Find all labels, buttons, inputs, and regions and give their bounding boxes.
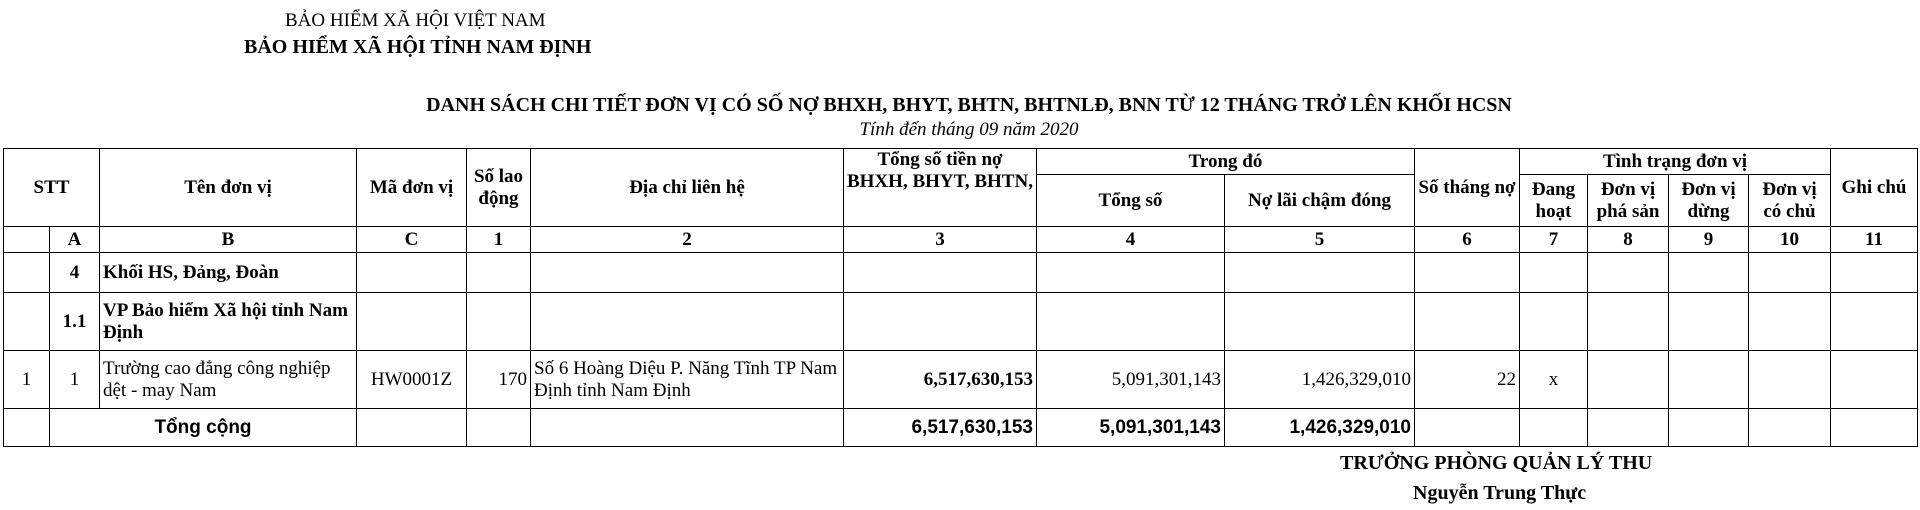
group-number: 1.1: [50, 293, 100, 351]
index-cell: C: [357, 227, 467, 253]
header-tong-so: Tổng số: [1037, 175, 1225, 227]
group-name: VP Bảo hiểm Xã hội tỉnh Nam Định: [100, 293, 357, 351]
index-cell: 10: [1749, 227, 1831, 253]
row-active-mark: x: [1520, 351, 1588, 409]
totals-total-debt: 6,517,630,153: [844, 409, 1037, 447]
header-trong-do: Trong đó: [1037, 149, 1415, 175]
header-tong-so-tien-no: Tổng số tiền nợ BHXH, BHYT, BHTN,: [844, 149, 1037, 227]
totals-total: 5,091,301,143: [1037, 409, 1225, 447]
index-cell: 11: [1831, 227, 1918, 253]
header-dia-chi: Địa chỉ liên hệ: [531, 149, 844, 227]
header-ma-don-vi: Mã đơn vị: [357, 149, 467, 227]
header-so-thang-no: Số tháng nợ: [1415, 149, 1520, 227]
header-so-lao-dong: Số lao động: [467, 149, 531, 227]
index-cell-blank: [4, 227, 50, 253]
index-cell: 9: [1669, 227, 1749, 253]
row-total-debt: 6,517,630,153: [844, 351, 1037, 409]
header-row-1: [4, 149, 1918, 175]
header-co-chu: Đơn vị có chủ: [1749, 175, 1831, 227]
row-unit-name: Trường cao đẳng công nghiệp dệt - may Nam: [100, 351, 357, 409]
header-dung: Đơn vị dừng: [1669, 175, 1749, 227]
signature-name: Nguyễn Trung Thực: [1413, 482, 1587, 504]
row-unit-code: HW0001Z: [357, 351, 467, 409]
header-pha-san: Đơn vị phá sản: [1588, 175, 1669, 227]
org-line-2: BẢO HIỂM XÃ HỘI TỈNH NAM ĐỊNH: [244, 36, 592, 58]
row-total: 5,091,301,143: [1037, 351, 1225, 409]
index-cell: B: [100, 227, 357, 253]
row-address: Số 6 Hoàng Diệu P. Năng Tĩnh TP Nam Định tỉnh Nam Định: [531, 351, 844, 409]
index-cell: 2: [531, 227, 844, 253]
group-number: 4: [50, 253, 100, 293]
group-name: Khối HS, Đảng, Đoàn: [100, 253, 357, 293]
document-title: DANH SÁCH CHI TIẾT ĐƠN VỊ CÓ SỐ NỢ BHXH, BHYT, BHTN, BHTNLĐ, BNN TỪ 12 THÁNG TRỞ LÊN KHỐI HCSN: [426, 94, 1512, 116]
debt-table: [3, 148, 1918, 447]
group-row-vp: [4, 293, 1918, 351]
document-subtitle: Tính đến tháng 09 năm 2020: [859, 119, 1079, 140]
group-row-khoi: [4, 253, 1918, 293]
index-cell: 5: [1225, 227, 1415, 253]
header-ghi-chu: Ghi chú: [1831, 149, 1918, 227]
header-stt: STT: [4, 149, 100, 227]
row-workers: 170: [467, 351, 531, 409]
index-cell: 4: [1037, 227, 1225, 253]
index-cell: 7: [1520, 227, 1588, 253]
row-interest: 1,426,329,010: [1225, 351, 1415, 409]
header-tinh-trang: Tình trạng đơn vị: [1520, 149, 1831, 175]
index-cell: 6: [1415, 227, 1520, 253]
row-sub-stt: 1: [50, 351, 100, 409]
index-cell: 8: [1588, 227, 1669, 253]
header-dang-hoat: Đang hoạt: [1520, 175, 1588, 227]
totals-interest: 1,426,329,010: [1225, 409, 1415, 447]
signature-role: TRƯỞNG PHÒNG QUẢN LÝ THU: [1340, 452, 1653, 474]
header-no-lai: Nợ lãi chậm đóng: [1225, 175, 1415, 227]
index-row: [4, 227, 1918, 253]
index-cell: 1: [467, 227, 531, 253]
org-line-1: BẢO HIỂM XÃ HỘI VIỆT NAM: [285, 10, 546, 31]
header-ten-don-vi: Tên đơn vị: [100, 149, 357, 227]
index-cell: 3: [844, 227, 1037, 253]
table-row: [4, 351, 1918, 409]
row-months: 22: [1415, 351, 1520, 409]
row-stt: 1: [4, 351, 50, 409]
index-cell: A: [50, 227, 100, 253]
totals-label: Tổng cộng: [50, 409, 357, 447]
totals-row: [4, 409, 1918, 447]
